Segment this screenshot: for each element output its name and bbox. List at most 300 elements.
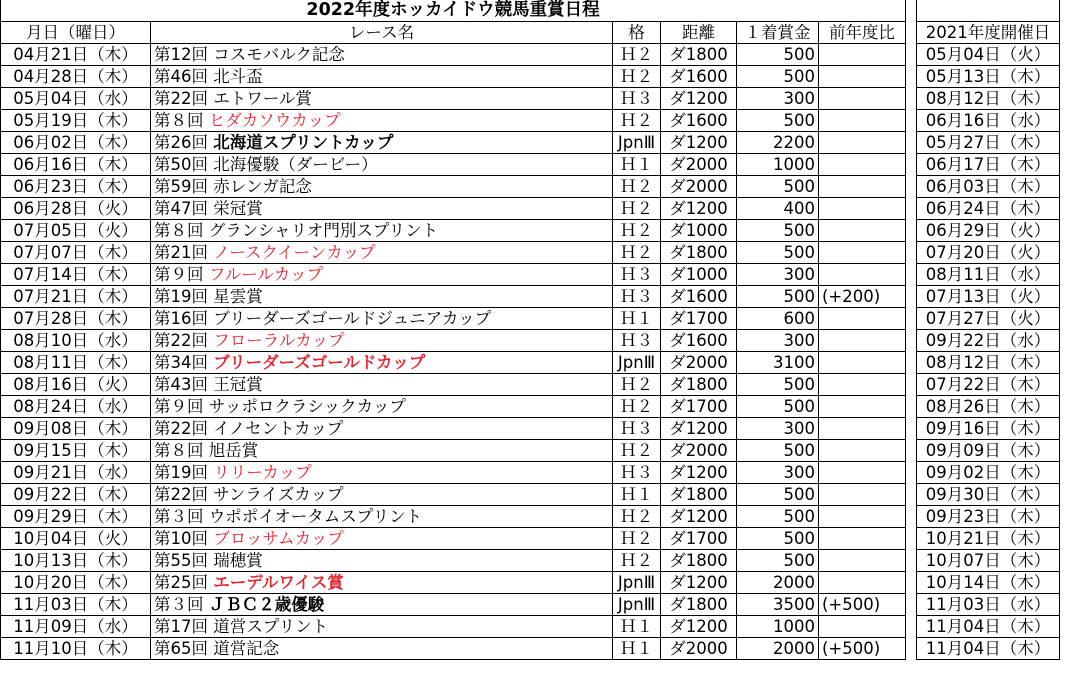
race-name	[151, 594, 613, 616]
table-row	[1, 330, 906, 352]
race-distance: ダ1000	[661, 220, 737, 242]
race-name	[151, 506, 613, 528]
race-ratio	[819, 528, 906, 550]
race-number: 第22回	[154, 485, 208, 505]
race-grade: Ｈ２	[613, 242, 661, 264]
prev-year-date: 06月03日（木）	[917, 176, 1060, 198]
prev-year-date: 06月24日（木）	[917, 198, 1060, 220]
race-number: 第３回	[154, 595, 204, 615]
table-row	[917, 528, 1060, 550]
race-prize: 500	[737, 506, 819, 528]
race-name	[151, 352, 613, 374]
race-grade: Ｈ３	[613, 264, 661, 286]
prev-year-date: 10月14日（木）	[917, 572, 1060, 594]
race-date: 06月23日（木）	[1, 176, 151, 198]
race-date: 10月13日（木）	[1, 550, 151, 572]
race-distance: ダ1600	[661, 286, 737, 308]
race-date: 04月28日（木）	[1, 66, 151, 88]
race-name	[151, 220, 613, 242]
race-title: エトワール賞	[213, 89, 312, 109]
race-ratio	[819, 418, 906, 440]
race-date: 07月28日（木）	[1, 308, 151, 330]
table-row	[1, 154, 906, 176]
prev-year-date: 07月20日（火）	[917, 242, 1060, 264]
race-title: ＪＢＣ２歳優駿	[208, 595, 325, 615]
table-row	[1, 528, 906, 550]
race-distance: ダ1700	[661, 308, 737, 330]
race-grade: Ｈ２	[613, 66, 661, 88]
race-prize: 1000	[737, 616, 819, 638]
table-row	[1, 110, 906, 132]
race-prize: 500	[737, 242, 819, 264]
race-ratio	[819, 330, 906, 352]
race-number: 第55回	[154, 551, 208, 571]
race-prize: 500	[737, 220, 819, 242]
race-prize: 500	[737, 110, 819, 132]
race-date: 06月02日（木）	[1, 132, 151, 154]
race-prize: 1000	[737, 154, 819, 176]
race-title: 赤レンガ記念	[213, 177, 312, 197]
race-grade: Ｈ３	[613, 462, 661, 484]
race-ratio: (+500)	[819, 594, 906, 616]
table-row	[1, 550, 906, 572]
race-title: ウポポイオータムスプリント	[208, 507, 423, 527]
table-row	[917, 396, 1060, 418]
prev-year-date: 07月13日（火）	[917, 286, 1060, 308]
race-date: 08月16日（火）	[1, 374, 151, 396]
header-race: レース名	[151, 22, 613, 44]
race-title: サッポロクラシックカップ	[208, 397, 406, 417]
race-distance: ダ1600	[661, 330, 737, 352]
race-distance: ダ1700	[661, 528, 737, 550]
table-row	[1, 418, 906, 440]
race-prize: 300	[737, 330, 819, 352]
race-title: フルールカップ	[208, 265, 324, 285]
header-ratio: 前年度比	[819, 22, 906, 44]
race-ratio	[819, 440, 906, 462]
race-date: 08月10日（水）	[1, 330, 151, 352]
table-row	[917, 264, 1060, 286]
race-distance: ダ1200	[661, 572, 737, 594]
race-grade: Ｈ２	[613, 176, 661, 198]
table-row	[917, 352, 1060, 374]
race-ratio	[819, 88, 906, 110]
race-ratio	[819, 110, 906, 132]
prev-year-date: 07月27日（火）	[917, 308, 1060, 330]
race-distance: ダ1200	[661, 132, 737, 154]
table-row	[917, 418, 1060, 440]
table-row	[917, 484, 1060, 506]
prev-year-date: 09月30日（木）	[917, 484, 1060, 506]
race-title: コスモバルク記念	[213, 45, 345, 65]
race-grade: Ｈ２	[613, 440, 661, 462]
race-name	[151, 110, 613, 132]
race-ratio: (+200)	[819, 286, 906, 308]
table-row	[917, 440, 1060, 462]
table-row	[1, 220, 906, 242]
race-number: 第９回	[154, 265, 204, 285]
race-date: 07月14日（木）	[1, 264, 151, 286]
table-row	[917, 176, 1060, 198]
race-prize: 2000	[737, 572, 819, 594]
race-title: 星雲賞	[213, 287, 263, 307]
race-title: グランシャリオ門別スプリント	[208, 221, 439, 241]
race-title: ブリーダーズゴールドジュニアカップ	[213, 309, 492, 329]
race-number: 第43回	[154, 375, 208, 395]
table-row	[917, 616, 1060, 638]
race-grade: JpnⅢ	[613, 594, 661, 616]
race-date: 10月04日（火）	[1, 528, 151, 550]
race-date: 08月24日（水）	[1, 396, 151, 418]
race-name	[151, 242, 613, 264]
race-grade: Ｈ３	[613, 88, 661, 110]
race-name	[151, 176, 613, 198]
race-grade: Ｈ２	[613, 396, 661, 418]
race-name	[151, 528, 613, 550]
race-grade: Ｈ２	[613, 44, 661, 66]
table-row	[1, 44, 906, 66]
race-ratio: (+500)	[819, 638, 906, 660]
table-row	[917, 550, 1060, 572]
race-name	[151, 132, 613, 154]
race-grade: Ｈ２	[613, 374, 661, 396]
race-date: 06月28日（火）	[1, 198, 151, 220]
race-date: 04月21日（木）	[1, 44, 151, 66]
race-prize: 2000	[737, 638, 819, 660]
race-number: 第21回	[154, 243, 208, 263]
race-grade: Ｈ２	[613, 528, 661, 550]
race-title: 道営スプリント	[213, 617, 329, 637]
race-number: 第９回	[154, 397, 204, 417]
race-number: 第22回	[154, 89, 208, 109]
race-number: 第８回	[154, 441, 204, 461]
race-prize: 500	[737, 396, 819, 418]
race-prize: 500	[737, 44, 819, 66]
table-row	[917, 66, 1060, 88]
race-prize: 600	[737, 308, 819, 330]
race-name	[151, 462, 613, 484]
race-ratio	[819, 242, 906, 264]
race-grade: JpnⅢ	[613, 352, 661, 374]
race-ratio	[819, 462, 906, 484]
header-grade: 格	[613, 22, 661, 44]
race-name	[151, 484, 613, 506]
race-title: 王冠賞	[213, 375, 263, 395]
race-distance: ダ2000	[661, 154, 737, 176]
race-grade: JpnⅢ	[613, 132, 661, 154]
race-distance: ダ1000	[661, 264, 737, 286]
race-date: 07月07日（木）	[1, 242, 151, 264]
table-row	[917, 88, 1060, 110]
race-ratio	[819, 374, 906, 396]
race-number: 第34回	[154, 353, 208, 373]
table-row	[917, 572, 1060, 594]
race-number: 第８回	[154, 221, 204, 241]
race-date: 09月21日（水）	[1, 462, 151, 484]
race-title: 道営記念	[213, 639, 280, 659]
race-title: ノースクイーンカップ	[213, 243, 376, 263]
race-ratio	[819, 572, 906, 594]
race-prize: 500	[737, 374, 819, 396]
race-number: 第22回	[154, 331, 208, 351]
race-prize: 3500	[737, 594, 819, 616]
race-grade: Ｈ２	[613, 550, 661, 572]
header-prev-date: 2021年度開催日	[917, 22, 1060, 44]
race-number: 第46回	[154, 67, 208, 87]
race-distance: ダ1800	[661, 484, 737, 506]
race-ratio	[819, 154, 906, 176]
table-row	[1, 572, 906, 594]
race-date: 10月20日（木）	[1, 572, 151, 594]
race-distance: ダ1700	[661, 396, 737, 418]
table-row	[1, 396, 906, 418]
table-row	[917, 110, 1060, 132]
race-prize: 500	[737, 66, 819, 88]
table-row	[917, 154, 1060, 176]
header-prize: １着賞金	[737, 22, 819, 44]
race-date: 09月22日（木）	[1, 484, 151, 506]
race-prize: 500	[737, 176, 819, 198]
race-number: 第12回	[154, 45, 208, 65]
race-ratio	[819, 44, 906, 66]
race-distance: ダ1200	[661, 616, 737, 638]
race-title: 旭岳賞	[208, 441, 259, 461]
race-distance: ダ2000	[661, 176, 737, 198]
race-grade: Ｈ３	[613, 330, 661, 352]
race-name	[151, 88, 613, 110]
race-title: 北斗盃	[213, 67, 263, 87]
table-row	[917, 594, 1060, 616]
race-title: ブロッサムカップ	[213, 529, 344, 549]
race-number: 第16回	[154, 309, 208, 329]
prev-year-date: 05月27日（木）	[917, 132, 1060, 154]
race-number: 第10回	[154, 529, 208, 549]
table-row	[1, 440, 906, 462]
prev-year-date: 08月11日（水）	[917, 264, 1060, 286]
race-prize: 500	[737, 286, 819, 308]
prev-year-date: 09月22日（水）	[917, 330, 1060, 352]
table-row	[1, 132, 906, 154]
race-name	[151, 374, 613, 396]
race-number: 第26回	[154, 133, 208, 153]
race-prize: 300	[737, 462, 819, 484]
race-title: 栄冠賞	[213, 199, 263, 219]
race-prize: 300	[737, 88, 819, 110]
table-row	[917, 198, 1060, 220]
header-distance: 距離	[661, 22, 737, 44]
race-title: リリーカップ	[213, 463, 312, 483]
table-row	[1, 616, 906, 638]
race-date: 08月11日（木）	[1, 352, 151, 374]
race-distance: ダ1200	[661, 462, 737, 484]
prev-year-date: 11月03日（水）	[917, 594, 1060, 616]
race-name	[151, 308, 613, 330]
table-row	[1, 638, 906, 660]
race-distance: ダ1200	[661, 198, 737, 220]
race-title: 北海優駿（ダービー）	[213, 155, 378, 175]
race-prize: 500	[737, 484, 819, 506]
race-number: 第３回	[154, 507, 204, 527]
race-ratio	[819, 220, 906, 242]
race-number: 第19回	[154, 287, 208, 307]
prev-year-date: 08月26日（木）	[917, 396, 1060, 418]
race-ratio	[819, 264, 906, 286]
race-date: 07月05日（火）	[1, 220, 151, 242]
race-ratio	[819, 616, 906, 638]
race-distance: ダ2000	[661, 638, 737, 660]
race-date: 11月09日（水）	[1, 616, 151, 638]
race-ratio	[819, 352, 906, 374]
race-title: ヒダカソウカップ	[208, 111, 341, 131]
prev-year-date: 05月04日（火）	[917, 44, 1060, 66]
race-name	[151, 330, 613, 352]
race-ratio	[819, 550, 906, 572]
prev-year-date: 10月07日（木）	[917, 550, 1060, 572]
race-date: 09月08日（木）	[1, 418, 151, 440]
race-distance: ダ1600	[661, 110, 737, 132]
table-row	[1, 264, 906, 286]
table-row	[917, 132, 1060, 154]
race-grade: Ｈ２	[613, 506, 661, 528]
race-title: 北海道スプリントカップ	[213, 133, 394, 153]
race-title: サンライズカップ	[213, 485, 344, 505]
race-date: 05月04日（水）	[1, 88, 151, 110]
race-grade: Ｈ１	[613, 484, 661, 506]
race-number: 第25回	[154, 573, 208, 593]
race-number: 第47回	[154, 199, 208, 219]
race-name	[151, 396, 613, 418]
race-prize: 400	[737, 198, 819, 220]
race-distance: ダ1200	[661, 506, 737, 528]
race-name	[151, 638, 613, 660]
prev-year-date: 08月12日（木）	[917, 352, 1060, 374]
race-name	[151, 550, 613, 572]
race-ratio	[819, 176, 906, 198]
race-name	[151, 264, 613, 286]
prev-year-date: 09月09日（木）	[917, 440, 1060, 462]
race-name	[151, 198, 613, 220]
race-ratio	[819, 198, 906, 220]
page-title: 2022年度ホッカイドウ競馬重賞日程	[1, 0, 906, 22]
race-date: 11月10日（木）	[1, 638, 151, 660]
prev-year-date: 09月02日（木）	[917, 462, 1060, 484]
race-ratio	[819, 396, 906, 418]
race-grade: Ｈ２	[613, 110, 661, 132]
race-prize: 2200	[737, 132, 819, 154]
table-row	[1, 198, 906, 220]
race-title: フローラルカップ	[213, 331, 345, 351]
table-row	[917, 638, 1060, 660]
prev-year-date: 06月17日（木）	[917, 154, 1060, 176]
race-title: イノセントカップ	[213, 419, 344, 439]
race-distance: ダ1800	[661, 44, 737, 66]
table-row	[1, 308, 906, 330]
prev-year-date: 06月16日（水）	[917, 110, 1060, 132]
race-name	[151, 616, 613, 638]
race-prize: 500	[737, 528, 819, 550]
race-prize: 300	[737, 264, 819, 286]
prev-year-date: 11月04日（木）	[917, 638, 1060, 660]
race-name	[151, 572, 613, 594]
table-row	[1, 88, 906, 110]
prev-year-date: 05月13日（木）	[917, 66, 1060, 88]
table-row	[917, 506, 1060, 528]
race-ratio	[819, 308, 906, 330]
race-distance: ダ1600	[661, 66, 737, 88]
race-distance: ダ1800	[661, 242, 737, 264]
race-distance: ダ2000	[661, 352, 737, 374]
race-date: 09月29日（木）	[1, 506, 151, 528]
prev-year-date: 11月04日（木）	[917, 616, 1060, 638]
race-number: 第59回	[154, 177, 208, 197]
race-grade: Ｈ１	[613, 154, 661, 176]
race-grade: Ｈ１	[613, 308, 661, 330]
race-date: 05月19日（木）	[1, 110, 151, 132]
table-row	[1, 462, 906, 484]
prev-year-date: 06月29日（火）	[917, 220, 1060, 242]
table-row	[1, 352, 906, 374]
race-title: 瑞穂賞	[213, 551, 263, 571]
race-name	[151, 418, 613, 440]
table-row	[917, 44, 1060, 66]
table-row	[917, 286, 1060, 308]
table-row	[1, 374, 906, 396]
previous-year-table	[916, 0, 1060, 660]
race-ratio	[819, 66, 906, 88]
race-prize: 500	[737, 440, 819, 462]
table-row	[1, 286, 906, 308]
race-number: 第17回	[154, 617, 208, 637]
race-number: 第50回	[154, 155, 208, 175]
race-ratio	[819, 484, 906, 506]
table-row	[1, 66, 906, 88]
race-number: 第65回	[154, 639, 208, 659]
race-distance: ダ1200	[661, 88, 737, 110]
prev-year-date: 10月21日（木）	[917, 528, 1060, 550]
table-row	[917, 220, 1060, 242]
table-row	[1, 242, 906, 264]
race-grade: Ｈ３	[613, 418, 661, 440]
table-row	[1, 176, 906, 198]
blank-cell	[917, 0, 1060, 22]
race-ratio	[819, 132, 906, 154]
table-row	[1, 594, 906, 616]
race-number: 第22回	[154, 419, 208, 439]
race-date: 06月16日（木）	[1, 154, 151, 176]
race-grade: JpnⅢ	[613, 572, 661, 594]
race-title: ブリーダーズゴールドカップ	[213, 353, 426, 373]
header-row	[1, 22, 906, 44]
race-name	[151, 440, 613, 462]
race-prize: 3100	[737, 352, 819, 374]
race-number: 第19回	[154, 463, 208, 483]
table-row	[917, 242, 1060, 264]
race-date: 07月21日（木）	[1, 286, 151, 308]
race-grade: Ｈ１	[613, 638, 661, 660]
race-grade: Ｈ１	[613, 616, 661, 638]
table-row	[917, 462, 1060, 484]
race-name	[151, 44, 613, 66]
race-date: 11月03日（木）	[1, 594, 151, 616]
race-distance: ダ2000	[661, 440, 737, 462]
table-row	[917, 330, 1060, 352]
race-grade: Ｈ２	[613, 198, 661, 220]
prev-year-date: 09月23日（木）	[917, 506, 1060, 528]
race-name	[151, 66, 613, 88]
race-number: 第８回	[154, 111, 204, 131]
table-row	[1, 484, 906, 506]
race-distance: ダ1800	[661, 374, 737, 396]
